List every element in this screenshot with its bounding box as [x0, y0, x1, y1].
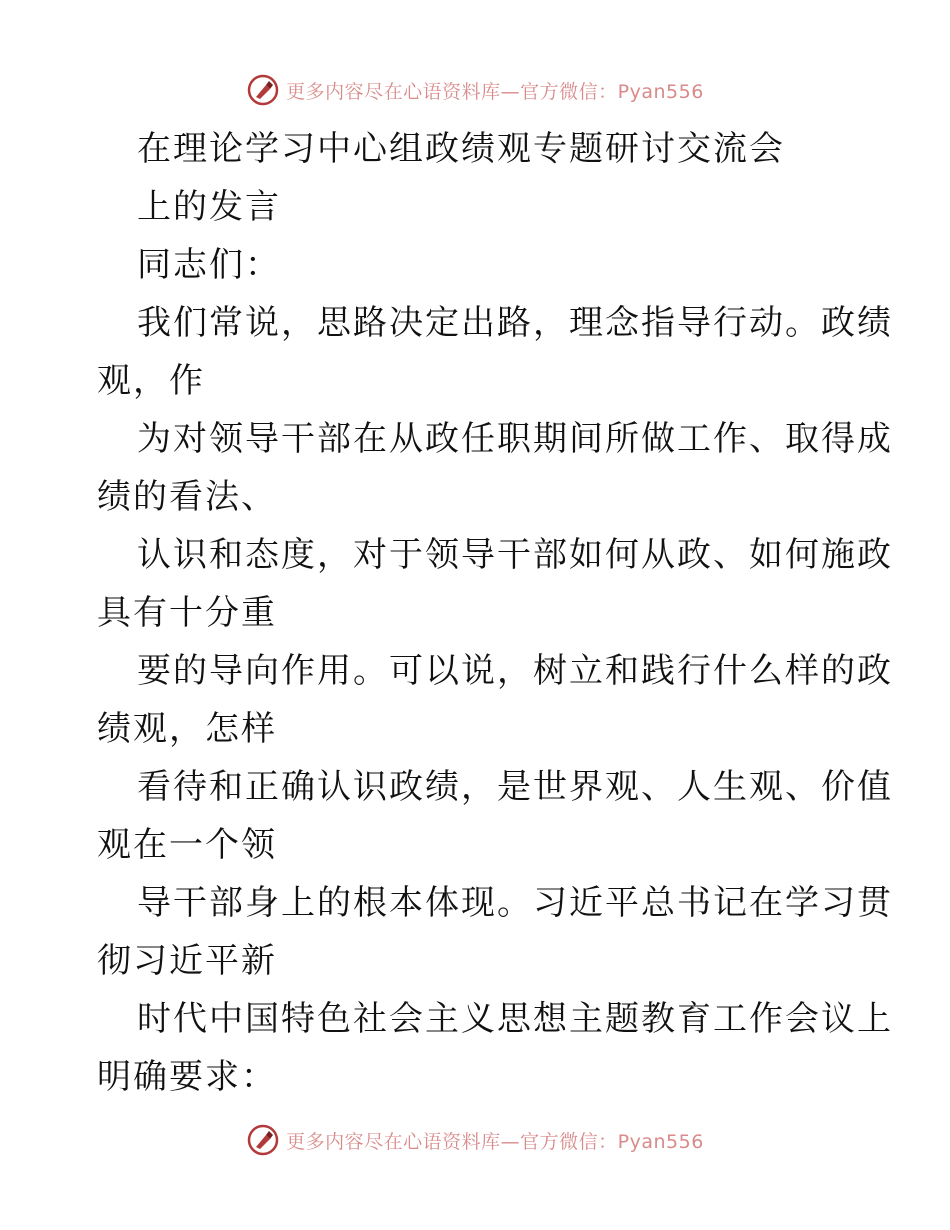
- paragraph-line: 绩观，怎样: [97, 709, 277, 749]
- paragraph-line: 要的导向作用。可以说，树立和践行什么样的政: [137, 651, 893, 691]
- paragraph-line: 明确要求：: [97, 1057, 277, 1097]
- paragraph-line: 时代中国特色社会主义思想主题教育工作会议上: [137, 999, 893, 1039]
- paragraph-line: 看待和正确认识政绩，是世界观、人生观、价值: [137, 767, 893, 807]
- title-line-2: 上的发言: [137, 187, 281, 227]
- paragraph-line: 导干部身上的根本体现。习近平总书记在学习贯: [137, 883, 893, 923]
- paragraph-line: 具有十分重: [97, 593, 277, 633]
- watermark-text: 更多内容尽在心语资料库—官方微信：Pyan556: [286, 1130, 704, 1153]
- pen-nib-circle-icon: [246, 73, 280, 107]
- paragraph-line: 认识和态度，对于领导干部如何从政、如何施政: [137, 535, 893, 575]
- document-body: [97, 120, 893, 1106]
- paragraph-line: 彻习近平新: [97, 941, 277, 981]
- paragraph-line: 为对领导干部在从政任职期间所做工作、取得成: [137, 419, 893, 459]
- pen-nib-circle-icon: [246, 1123, 280, 1157]
- watermark-text: 更多内容尽在心语资料库—官方微信：Pyan556: [286, 80, 704, 103]
- paragraph-line: 绩的看法、: [97, 477, 277, 517]
- paragraph-line: 观在一个领: [97, 825, 277, 865]
- salutation: 同志们：: [137, 245, 281, 285]
- header-watermark: [0, 70, 950, 110]
- footer-watermark: [0, 1120, 950, 1160]
- paragraph-line: 我们常说，思路决定出路，理念指导行动。政绩: [137, 303, 893, 343]
- title-line-1: 在理论学习中心组政绩观专题研讨交流会: [137, 129, 785, 169]
- paragraph-line: 观，作: [97, 361, 205, 401]
